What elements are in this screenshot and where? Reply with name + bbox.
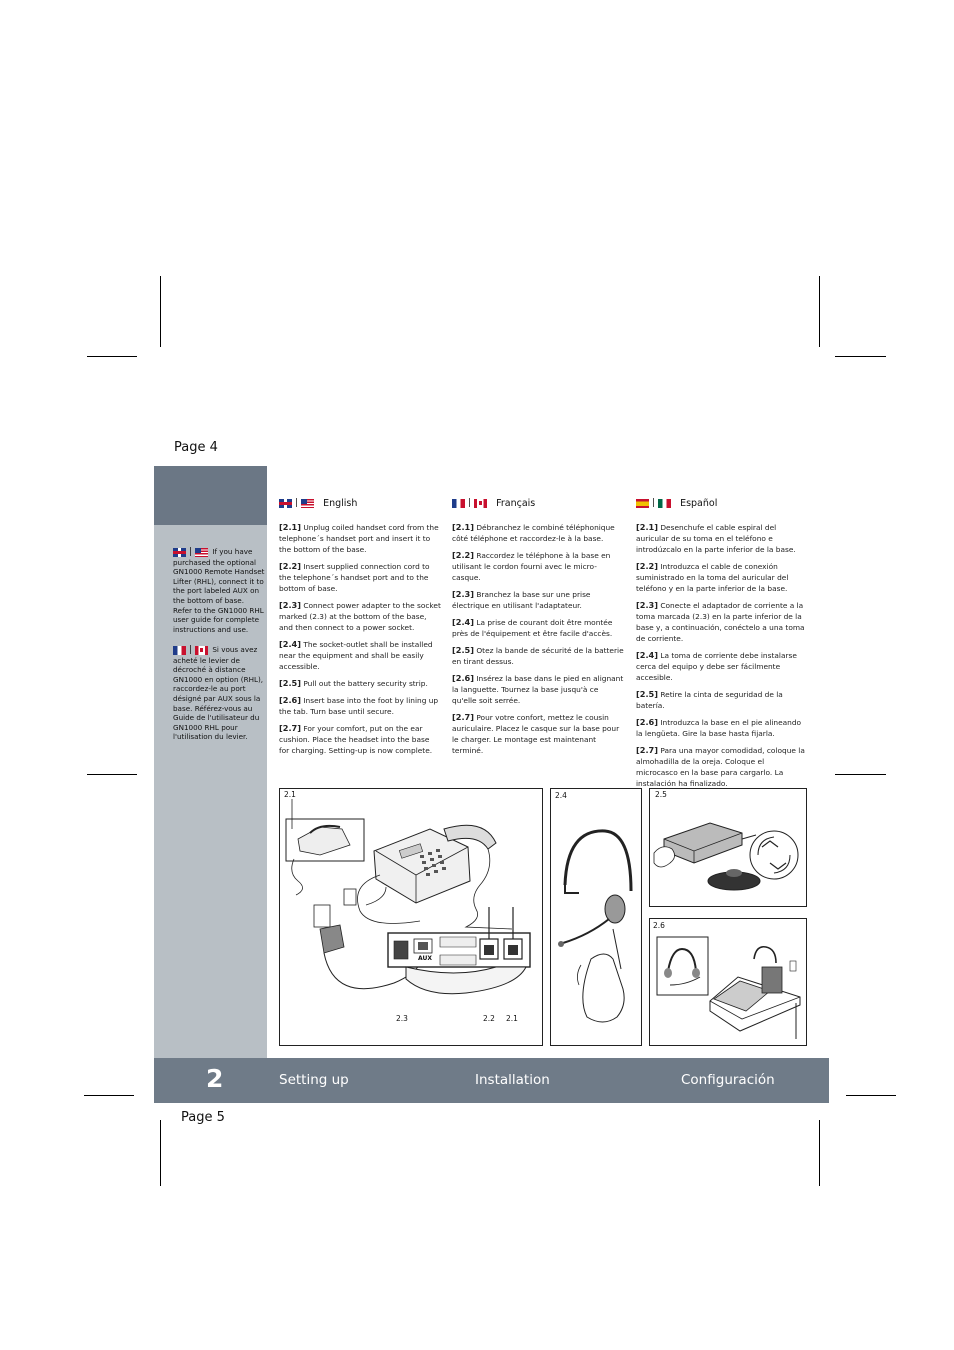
step-item: [2.7] For your comfort, put on the ear cushion. Place the headset into the base for charging. Setting-up is now complete. <box>279 723 433 755</box>
section-number: 2 <box>206 1064 224 1093</box>
step-item: [2.3] Connect power adapter to the socket marked (2.3) at the bottom of the base, and then connect to a power socket. <box>279 600 441 632</box>
crop-mark <box>84 1095 134 1096</box>
sidebar-note-en-text: If you have purchased the optional GN1000 Remote Handset Lifter (RHL), connect it to the port labeled AUX on the bottom of base. Refer to the GN1000 RHL user guide for complete instructions and use. <box>173 547 265 634</box>
column-header-english: | English <box>279 496 441 510</box>
step-item: [2.7] Pour votre confort, mettez le cousin auriculaire. Placez le casque sur la base pour le charger. Le montage est maintenant terminé. <box>452 712 620 755</box>
uk-flag-icon <box>173 548 186 557</box>
headset-illustration <box>551 789 641 1045</box>
section-title-spanish: Configuración <box>681 1072 775 1088</box>
sidebar-note-en: | If you have purchased the optional GN1000 Remote Handset Lifter (RHL), connect it to the port labeled AUX on the bottom of base. Refer to the GN1000 RHL user guide for complete instructions and use. <box>173 547 265 634</box>
connection-illustration <box>280 789 542 1045</box>
step-item: [2.6] Insérez la base dans le pied en alignant la languette. Tournez la base jusqu'à ce qu'elle soit serrée. <box>452 673 624 705</box>
figure-callout-2-1: 2.1 <box>506 1014 518 1023</box>
step-item: [2.1] Unplug coiled handset cord from the telephone´s handset port and insert it to the bottom of the base. <box>279 522 439 554</box>
column-spanish <box>636 496 808 795</box>
sidebar-note-fr-text: Si vous avez acheté le levier de décroché à distance GN1000 en option (RHL), raccordez-le au port désigné par AUX sous la base. Référez-vous au Guide de l'utilisateur du GN1000 RHL pour l'utilisation du levier. <box>173 645 264 742</box>
step-item: [2.7] Para una mayor comodidad, coloque la almohadilla de la oreja. Coloque el microcasco en la base para cargarlo. La instalación ha finalizado. <box>636 745 805 788</box>
step-item: [2.1] Débranchez le combiné téléphonique côté téléphone et raccordez-le à la base. <box>452 522 615 543</box>
spain-flag-icon <box>636 499 649 508</box>
crop-mark <box>846 1095 896 1096</box>
canada-flag-icon <box>474 499 487 508</box>
crop-mark <box>835 356 886 357</box>
charging-illustration <box>650 919 806 1045</box>
language-label: English <box>323 497 358 509</box>
figure-label-2-6: 2.6 <box>653 921 665 930</box>
crop-mark <box>819 1120 820 1186</box>
step-item: [2.2] Introduzca el cable de conexión suministrado en la toma del auricular del teléfono y en la parte inferior de la base. <box>636 561 789 593</box>
section-footer-bar <box>154 1058 829 1103</box>
column-header-french: | Français <box>452 496 624 510</box>
crop-mark <box>160 1120 161 1186</box>
step-item: [2.3] Conecte el adaptador de corriente a la toma marcada (2.3) en la parte inferior de la base y, a continuación, conéctelo a una toma de corriente. <box>636 600 805 643</box>
mexico-flag-icon <box>658 499 671 508</box>
figure-label-2-5: 2.5 <box>655 790 667 799</box>
crop-mark <box>87 356 137 357</box>
uk-flag-icon <box>279 499 292 508</box>
figure-callout-2-3: 2.3 <box>396 1014 408 1023</box>
step-item: [2.4] The socket-outlet shall be installed near the equipment and shall be easily accessible. <box>279 639 433 671</box>
crop-mark <box>87 774 137 775</box>
crop-mark <box>819 276 820 347</box>
step-item: [2.6] Introduzca la base en el pie alineando la lengüeta. Gire la base hasta fijarla. <box>636 717 802 738</box>
canada-flag-icon <box>195 646 208 655</box>
us-flag-icon <box>195 548 208 557</box>
sidebar-header-block <box>154 466 267 525</box>
france-flag-icon <box>452 499 465 508</box>
section-title-french: Installation <box>475 1072 550 1088</box>
figure-2-5-battery-strip <box>649 788 807 907</box>
step-item: [2.4] La prise de courant doit être montée près de l'équipement et être facile d'accès. <box>452 617 613 638</box>
step-item: [2.5] Pull out the battery security strip. <box>279 678 428 688</box>
step-item: [2.2] Raccordez le téléphone à la base en utilisant le cordon fourni avec le micro-casque. <box>452 550 611 582</box>
language-label: Español <box>680 497 718 509</box>
figure-main-connection <box>279 788 543 1046</box>
step-item: [2.2] Insert supplied connection cord to the telephone´s handset port and to the bottom of base. <box>279 561 430 593</box>
section-title-english: Setting up <box>279 1072 349 1088</box>
figure-label-2-4: 2.4 <box>555 791 567 800</box>
step-item: [2.6] Insert base into the foot by lining up the tab. Turn base until secure. <box>279 695 439 716</box>
page-label-bottom: Page 5 <box>181 1110 225 1125</box>
crop-mark <box>835 774 886 775</box>
crop-mark <box>160 276 161 347</box>
column-english <box>279 496 441 762</box>
step-item: [2.3] Branchez la base sur une prise électrique en utilisant l'adaptateur. <box>452 589 591 610</box>
aux-port-label: AUX <box>418 955 432 962</box>
step-item: [2.5] Otez la bande de sécurité de la batterie en tirant dessus. <box>452 645 624 666</box>
column-french <box>452 496 624 762</box>
us-flag-icon <box>301 499 314 508</box>
language-label: Français <box>496 497 536 509</box>
step-item: [2.5] Retire la cinta de seguridad de la batería. <box>636 689 783 710</box>
step-item: [2.1] Desenchufe el cable espiral del auricular de su toma en el teléfono e introdúzcalo en la parte inferior de la base. <box>636 522 796 554</box>
step-item: [2.4] La toma de corriente debe instalarse cerca del equipo y debe ser fácilmente accesible. <box>636 650 797 682</box>
france-flag-icon <box>173 646 186 655</box>
figure-2-4-headset <box>550 788 642 1046</box>
figure-label-main: 2.1 <box>284 790 296 799</box>
sidebar-note-fr: | Si vous avez acheté le levier de décroché à distance GN1000 en option (RHL), raccordez-le au port désigné par AUX sous la base. Référez-vous au Guide de l'utilisateur du GN1000 RHL pour l'utilisation du levier. <box>173 645 264 742</box>
battery-strip-illustration <box>650 789 806 906</box>
figure-2-6-charging <box>649 918 807 1046</box>
figure-callout-2-2: 2.2 <box>483 1014 495 1023</box>
page-label-top: Page 4 <box>174 440 218 455</box>
column-header-spanish: | Español <box>636 496 808 510</box>
